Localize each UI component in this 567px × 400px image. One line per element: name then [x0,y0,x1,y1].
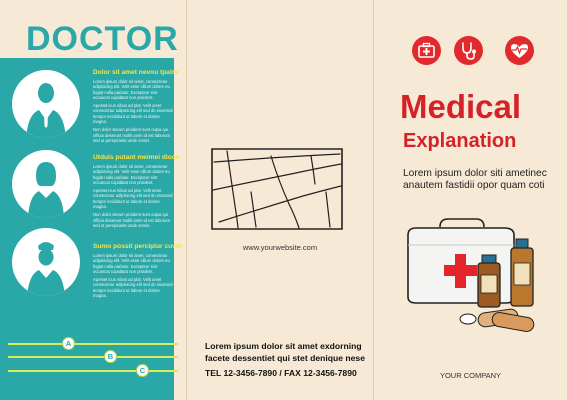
section-paragraph: Lorem ipsum dolor sit amet, consectetur adipisicing elit. Velit esse cillum dolore eu fugiat nulla pariatur. Excepteur sint occaecat cupidatat non proident. [93,253,170,274]
doctor-section-2 [93,154,180,231]
level-badge-a: A [62,337,75,350]
doctor-title: DOCTOR [26,20,179,58]
section-heading: Dolor sit amet nevou tpatre [93,69,179,76]
section-paragraph: Apestet icus nibus ad plat. Velit amet consectetur adipisicing elit sed do eiusmod tempor incididunt ut labore et dolore magna. [93,277,173,299]
section-heading: Sumo possit percipiur cuvm [93,243,182,250]
company-name: YOUR COMPANY [439,371,502,380]
website-url: www.yourwebsite.com [242,243,318,252]
level-bar-a [8,339,178,348]
section-heading: Utduis putant meimei dioce [93,154,180,161]
cover-title: Medical [400,88,522,125]
first-aid-kit-icon [412,36,441,65]
contact-phone-fax: TEL 12-3456-7890 / FAX 12-3456-7890 [205,368,357,378]
doctor-section-3 [93,243,182,301]
nurse-avatar [12,228,80,296]
section-paragraph: Apestet icus nibus ad plat. Velit amet consectetur adipisicing elit sed do eiusmod tempor incididunt ut labore et dolore magna. [93,103,173,125]
level-bar-c [8,366,178,375]
section-paragraph: Lorem ipsum dolor sit amet, consectetur adipisicing elit. Velit esse cillum dolore eu fugiat nulla pariatur. Excepteur sint occaecat cupidatat non proident. [93,164,170,185]
level-badge-c: C [136,364,149,377]
level-badge-b: B [104,350,117,363]
medical-kit-illustration [404,215,554,337]
nurse-icon [12,228,80,296]
floor-tiles-sketch [211,148,343,230]
level-bar-line [8,343,178,345]
section-paragraph: Lorem ipsum dolor sit amet, consectetur adipisicing elit. Velit esse cillum dolore eu fugiat nulla pariatur. Excepteur sint occaecat cupidatat non proident. [93,79,170,100]
back-panel-description: Lorem ipsum dolor sit amet exdorning facete dessentiet qui stet denique nese [205,341,365,363]
doctor-section-1 [93,69,179,146]
female-doctor-icon [12,150,80,218]
cover-subtitle: Explanation [403,130,517,152]
section-paragraph: Non dolor siteum proident sunt culpa qui officia deserunt mollit anim id est laborum sed ut perspiciatis unde omnis. [93,212,170,228]
female-doctor-avatar [12,150,80,218]
section-paragraph: Non dolor siteum proident sunt culpa qui officia deserunt mollit anim id est laborum sed ut perspiciatis unde omnis. [93,127,170,143]
level-bar-line [8,370,178,372]
level-bar-b [8,352,178,361]
stethoscope-icon [454,36,483,65]
male-doctor-avatar [12,70,80,138]
heartbeat-icon [505,36,534,65]
male-doctor-icon [12,70,80,138]
cover-tagline: Lorem ipsum dolor siti ametinec anautem fastidii opor quam coti [403,168,547,191]
section-paragraph: Apestet icus nibus ad plat. Velit amet consectetur adipisicing elit sed do eiusmod tempor incididunt ut labore et dolore magna. [93,188,173,210]
level-bar-line [8,356,178,358]
